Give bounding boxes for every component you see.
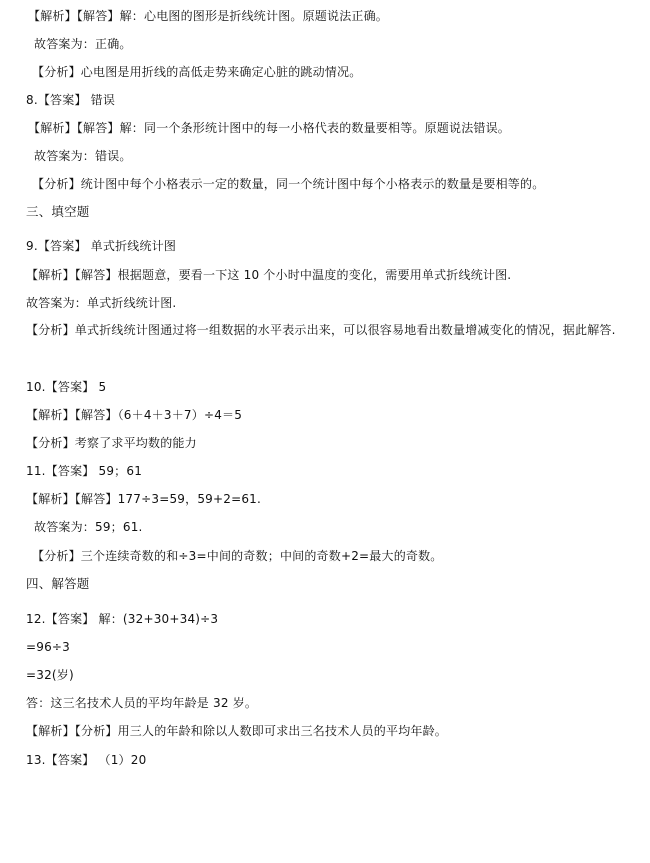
- q8-answer: 8.【答案】 错误: [26, 93, 116, 107]
- q8-note: 【分析】统计图中每个小格表示一定的数量，同一个统计图中每个小格表示的数量是要相等的。: [32, 177, 545, 191]
- q8-final-answer: 故答案为：错误。: [34, 149, 132, 163]
- q7-final-answer: 故答案为：正确。: [34, 37, 132, 51]
- q9-final-answer: 故答案为：单式折线统计图.: [26, 296, 177, 310]
- q7-note: 【分析】心电图是用折线的高低走势来确定心脏的跳动情况。: [32, 65, 362, 79]
- q12-analysis-note: 【解析】【分析】用三人的年龄和除以人数即可求出三名技术人员的平均年龄。: [26, 724, 448, 738]
- q9-answer: 9.【答案】 单式折线统计图: [26, 239, 177, 253]
- section-word-problems-heading: 四、解答题: [26, 576, 90, 591]
- q10-answer: 10.【答案】 5: [26, 380, 107, 394]
- q11-analysis-solution: 【解析】【解答】177÷3=59，59+2=61.: [26, 492, 262, 506]
- q12-conclusion: 答：这三名技术人员的平均年龄是 32 岁。: [26, 696, 258, 710]
- q12-step-1: =96÷3: [26, 640, 71, 654]
- q10-note: 【分析】考察了求平均数的能力: [26, 436, 197, 450]
- q12-answer: 12.【答案】 解：(32+30+34)÷3: [26, 612, 219, 626]
- section-fill-in-blank-heading: 三、填空题: [26, 204, 90, 219]
- q10-analysis-solution: 【解析】【解答】（6＋4＋3＋7）÷4＝5: [26, 408, 243, 422]
- q13-answer: 13.【答案】 （1）20: [26, 753, 147, 767]
- q11-final-answer: 故答案为：59；61.: [34, 520, 143, 534]
- q12-step-2: =32(岁): [26, 668, 74, 682]
- q8-analysis-solution: 【解析】【解答】解：同一个条形统计图中的每一小格代表的数量要相等。原题说法错误。: [28, 121, 511, 135]
- q9-note: 【分析】单式折线统计图通过将一组数据的水平表示出来，可以很容易地看出数量增减变化的情况，据此解答.: [26, 323, 616, 337]
- q11-answer: 11.【答案】 59；61: [26, 464, 143, 478]
- q7-analysis-solution: 【解析】【解答】解：心电图的图形是折线统计图。原题说法正确。: [28, 9, 389, 23]
- q9-analysis-solution: 【解析】【解答】根据题意，要看一下这 10 个小时中温度的变化，需要用单式折线统计图.: [26, 268, 512, 282]
- q11-note: 【分析】三个连续奇数的和÷3=中间的奇数；中间的奇数+2=最大的奇数。: [32, 549, 443, 563]
